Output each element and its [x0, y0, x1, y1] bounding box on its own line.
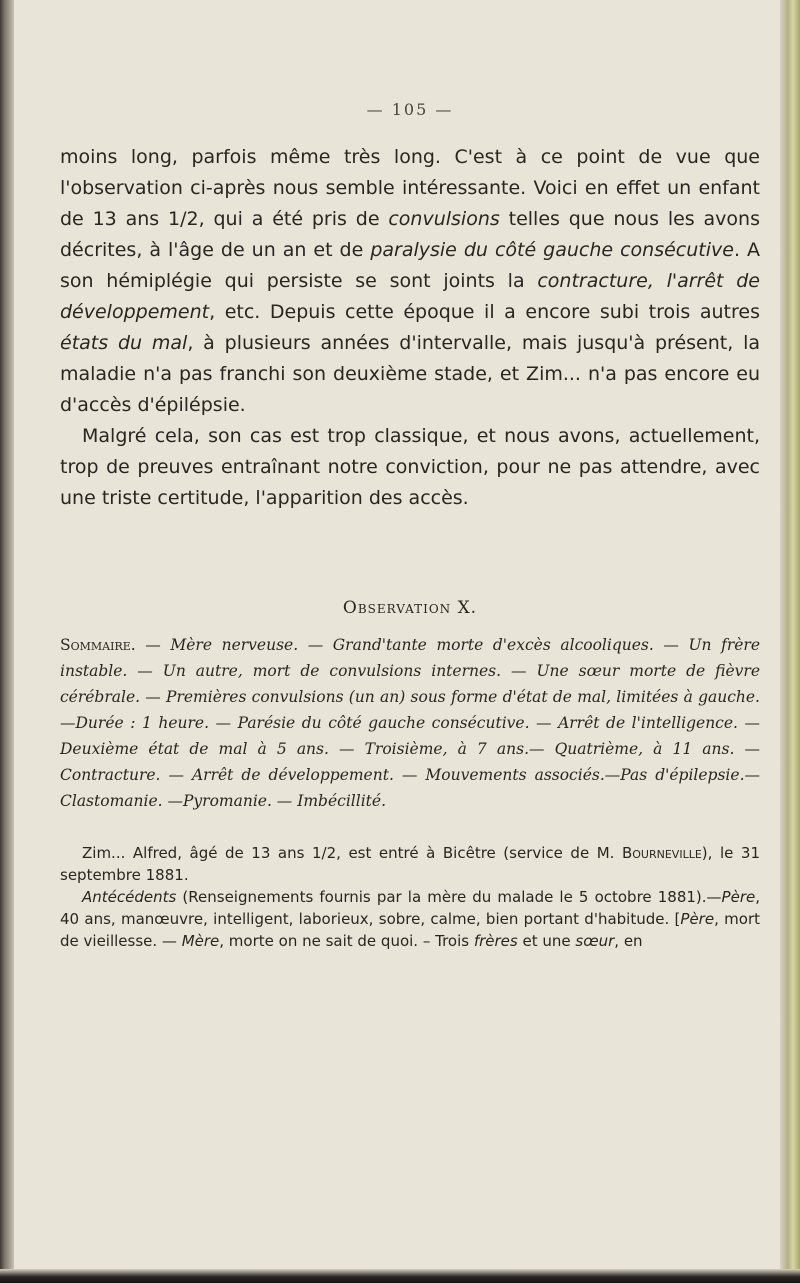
case-paragraph-1: [60, 842, 760, 886]
doctor-name: Bourneville: [621, 844, 702, 862]
emphasis: Père: [680, 910, 715, 928]
page-edge-bottom: [0, 1269, 800, 1283]
emphasis: contracture, l'arrêt de développement: [60, 270, 761, 323]
text-run: , à plusieurs années d'intervalle, mais jusqu'à présent, la maladie n'a pas franchi son deuxième stade, et Zim... n'a pas encore eu d'accès d'épilépsie.: [60, 332, 760, 416]
text-run: , mort de vieillesse. —: [60, 910, 760, 950]
paragraph-1: [60, 142, 760, 421]
text-run: moins long, parfois même très long. C'est à ce point de vue que l'observation ci-après nous semble intéressante. Voici en effet un enfant de 13 ans 1/2, qui a été pris de: [60, 146, 760, 230]
summary-lead: Sommaire.: [60, 636, 136, 654]
text-run: , morte on ne sait de quoi. – Trois: [219, 932, 474, 950]
page-edge-right: [780, 0, 800, 1283]
emphasis: Antécédents: [82, 888, 177, 906]
body-text: [60, 142, 760, 514]
text-run: . A son hémiplégie qui persiste se sont joints la: [60, 239, 760, 292]
emphasis: frères: [473, 932, 518, 950]
book-spine-left: [0, 0, 14, 1283]
emphasis: convulsions: [388, 208, 500, 230]
emphasis: Père: [721, 888, 756, 906]
emphasis: états du mal: [60, 332, 188, 354]
text-run: , etc. Depuis cette époque il a encore subi trois autres: [209, 301, 760, 323]
case-report: [60, 842, 760, 952]
case-paragraph-2: [60, 886, 760, 952]
text-run: , en: [614, 932, 643, 950]
observation-title: Observation X.: [342, 598, 478, 618]
summary-text: — Mère nerveuse. — Grand'tante morte d'excès alcooliques. — Un frère instable. — Un autre, mort de convulsions internes. — Une sœur morte de fièvre cérébrale. — Premières convulsions (un an) sous forme d'état de mal, limitées à gauche.—Durée : 1 heure. — Parésie du côté gauche consécutive. — Arrêt de l'intelligence. — Deuxième état de mal à 5 ans. — Troisième, à 7 ans.— Quatrième, à 11 ans. — Contracture. — Arrêt de développement. — Mouvements associés.—Pas d'épilepsie.—Clastomanie. —Pyromanie. — Imbécillité.: [60, 636, 760, 810]
text-run: telles que nous les avons décrites, à l'âge de un an et de: [60, 208, 760, 261]
text-run: ), le 31 septembre 1881.: [60, 844, 760, 884]
emphasis: paralysie du côté gauche consécutive: [370, 239, 734, 261]
emphasis: sœur: [575, 932, 615, 950]
emphasis: Mère: [181, 932, 220, 950]
text-run: (Renseignements fournis par la mère du malade le 5 octobre 1881).—: [176, 888, 722, 906]
page-number: — 105 —: [366, 100, 454, 119]
summary: [60, 632, 760, 814]
text-run: et une: [517, 932, 576, 950]
text-run: , 40 ans, manœuvre, intelligent, laborieux, sobre, calme, bien portant d'habitude. [: [60, 888, 760, 928]
text-run: Zim... Alfred, âgé de 13 ans 1/2, est entré à Bicêtre (service de M.: [82, 844, 622, 862]
paragraph-2: Malgré cela, son cas est trop classique, et nous avons, actuellement, trop de preuves entraînant notre conviction, pour ne pas attendre, avec une triste certitude, l'apparition des accès.: [60, 425, 760, 509]
